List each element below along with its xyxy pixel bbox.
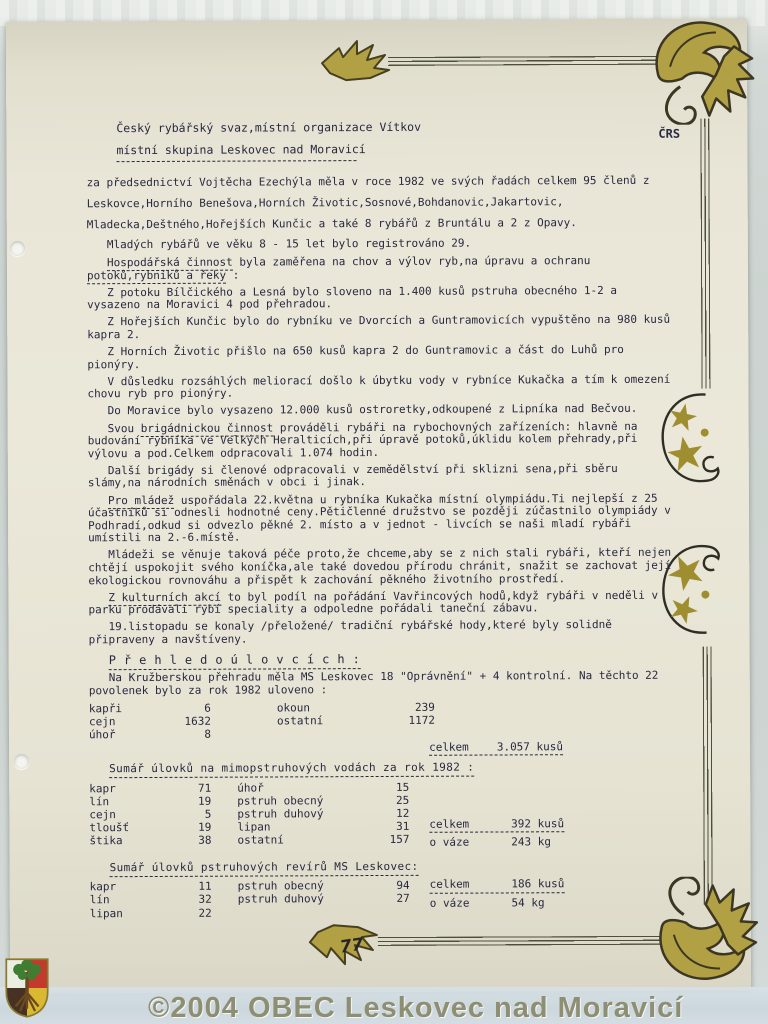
- table-row: kapr 11 pstruh obecný 94: [89, 879, 410, 894]
- paragraph: Další brigády si členové odpracovali v zemědělství při sklizni sena,při sběru slámy,na národních směnách v obci i jinak.: [87, 461, 618, 490]
- org-title-line1: Český rybářský svaz,místní organizace Vítkov: [116, 119, 422, 136]
- paragraph: Hospodářská činnost byla zaměřena na chov a výlov ryb,na úpravu a ochranu potoků,rybníků a řeky :: [86, 254, 591, 282]
- top-bar-leaf-icon: [318, 37, 396, 83]
- stamp-crs: ČRS: [658, 126, 681, 141]
- table-totals: celkem 186 kusů o váze 54 kg: [429, 877, 565, 910]
- paragraph: za předsednictví Vojtěcha Ezechýla měla v roce 1982 ve svých řadách celkem 95 členů z Leskovce,Horního Benešova,Horních Životic,Sosnové,Bohdanovic,Jakartovic, Mladecka,Deštného,Hořejších Kunčic a také 8 rybářů z Bruntálu a 2 z Opavy.: [86, 173, 650, 232]
- catch-intro: Na Kružberskou přehradu měla MS Leskovec 18 "Oprávnění" + 4 kontrolní. Na těchto 22 povolenek bylo za rok 1982 uloveno :: [88, 668, 659, 697]
- paragraph: Svou brigádnickou činnost prováděli rybáři na rybochovných zařízeních: hlavně na budování rybníka ve Velkých Heralticích,při úpravě potoků,úklidu kolem přehrady,při výlovu a pod.Celkem odpracovali 1.074 hodin.: [87, 419, 638, 460]
- paragraph: Mládeži se věnuje taková péče proto,že chceme,aby se z nich stali rybáři, kteří nejen chtějí uspokojit svého koníčka,ale také dovedou přírodu chránit, snažit se zachovat její ekologickou rovnováhu a přispět k zachování pěkného životního prostředí.: [88, 546, 672, 587]
- bottom-border-lines: [378, 936, 694, 946]
- table-row: lín 19 pstruh obecný 25: [89, 793, 410, 809]
- org-title-line2: místní skupina Leskovec nad Moravicí: [116, 142, 366, 158]
- table-row: tloušť 19 lipan 31: [89, 820, 410, 835]
- document-page: [6, 18, 751, 993]
- catch-table-dam: [89, 700, 677, 757]
- table-totals: celkem 392 kusů o váze 243 kg: [429, 816, 565, 849]
- paragraph: Z Hořejších Kunčic bylo do rybníku ve Dvorcích a Guntramovicích vypuštěno na 980 kusů kapra 2.: [87, 313, 671, 342]
- paragraph: V důsledku rozsáhlých meliorací došlo k úbytku vody v rybníce Kukačka a tím k omezení chovu ryb pro pionýry.: [87, 372, 671, 401]
- table-row: kapři 6 okoun 239: [88, 700, 435, 716]
- page-number-handwritten: 77: [338, 934, 365, 958]
- paragraph: Pro mládež uspořádala 22.května u rybníka Kukačka místní olympiádu.Ti nejlepší z 25 účastníků si odnesli hodnotné ceny.Pětičlenné družstvo se později zúčastnilo olympiády v Podhradí,odkud si odvezlo pěkné 2. místo a v jednot - livcích se naši mladí rybáři umístili na 2.-6.místě.: [87, 491, 671, 545]
- summary-nontrout-heading: Sumář úlovků na mimopstruhových vodách za rok 1982 :: [89, 761, 677, 776]
- table-row: cejn 5 pstruh duhový 12: [89, 806, 410, 822]
- table-total: celkem 3.057 kusů: [429, 740, 564, 755]
- catch-table-nontrout: [89, 779, 677, 848]
- paragraph: Do Moravice bylo vysazeno 12.000 kusů ostroretky,odkoupené z Lipníka nad Bečvou.: [107, 402, 638, 418]
- table-row: lín 32 pstruh duhový 27: [89, 892, 410, 907]
- top-right-corner-flourish-icon: [646, 12, 758, 124]
- paragraph: Mladých rybářů ve věku 8 - 15 let bylo registrováno 29.: [106, 236, 472, 252]
- table-row: cejn 1632 ostatní 1172: [88, 713, 435, 729]
- paragraph: Z Horních Životic přišlo na 650 kusů kapra 2 do Guntramovic a část do Luhů pro pionýry.: [87, 342, 624, 371]
- right-border-lines-lower: [703, 647, 713, 905]
- coat-of-arms-icon: [4, 958, 50, 1018]
- punch-hole: [14, 754, 29, 769]
- table-row: štika 38 ostatní 157: [89, 833, 410, 848]
- paragraph: 19.listopadu se konaly /přeložené/ tradiční rybářské hody,které byly solidně připraveny a navštíveny.: [88, 618, 612, 647]
- table-row: lipan 22: [89, 906, 212, 920]
- paragraph: Z potoku Bílčického a Lesná bylo sloveno na 1.400 kusů pstruha obecného 1-2 a vysazeno na Moravici 4 pod přehradou.: [87, 283, 618, 312]
- punch-hole: [10, 241, 25, 256]
- typewritten-text: [86, 115, 677, 920]
- table-row: úhoř 8: [88, 727, 212, 742]
- catch-table-trout: [90, 878, 678, 920]
- catch-overview-heading: P ř e h l e d o ú l o v c í c h :: [89, 651, 677, 666]
- table-row: kapr 71 úhoř 15: [89, 780, 410, 795]
- paragraph: Z kulturních akcí to byl podíl na pořádání Vavřincových hodů,když rybáři v neděli v parku prodávali rybí speciality a odpoledne pořádali taneční zábavu.: [88, 588, 659, 617]
- right-border-lines-upper: [700, 119, 710, 389]
- watermark-text: ©2004 OBEC Leskovec nad Moravicí: [148, 992, 684, 1024]
- summary-trout-heading: Sumář úlovků pstruhových revírů MS Leskovec:: [90, 859, 678, 874]
